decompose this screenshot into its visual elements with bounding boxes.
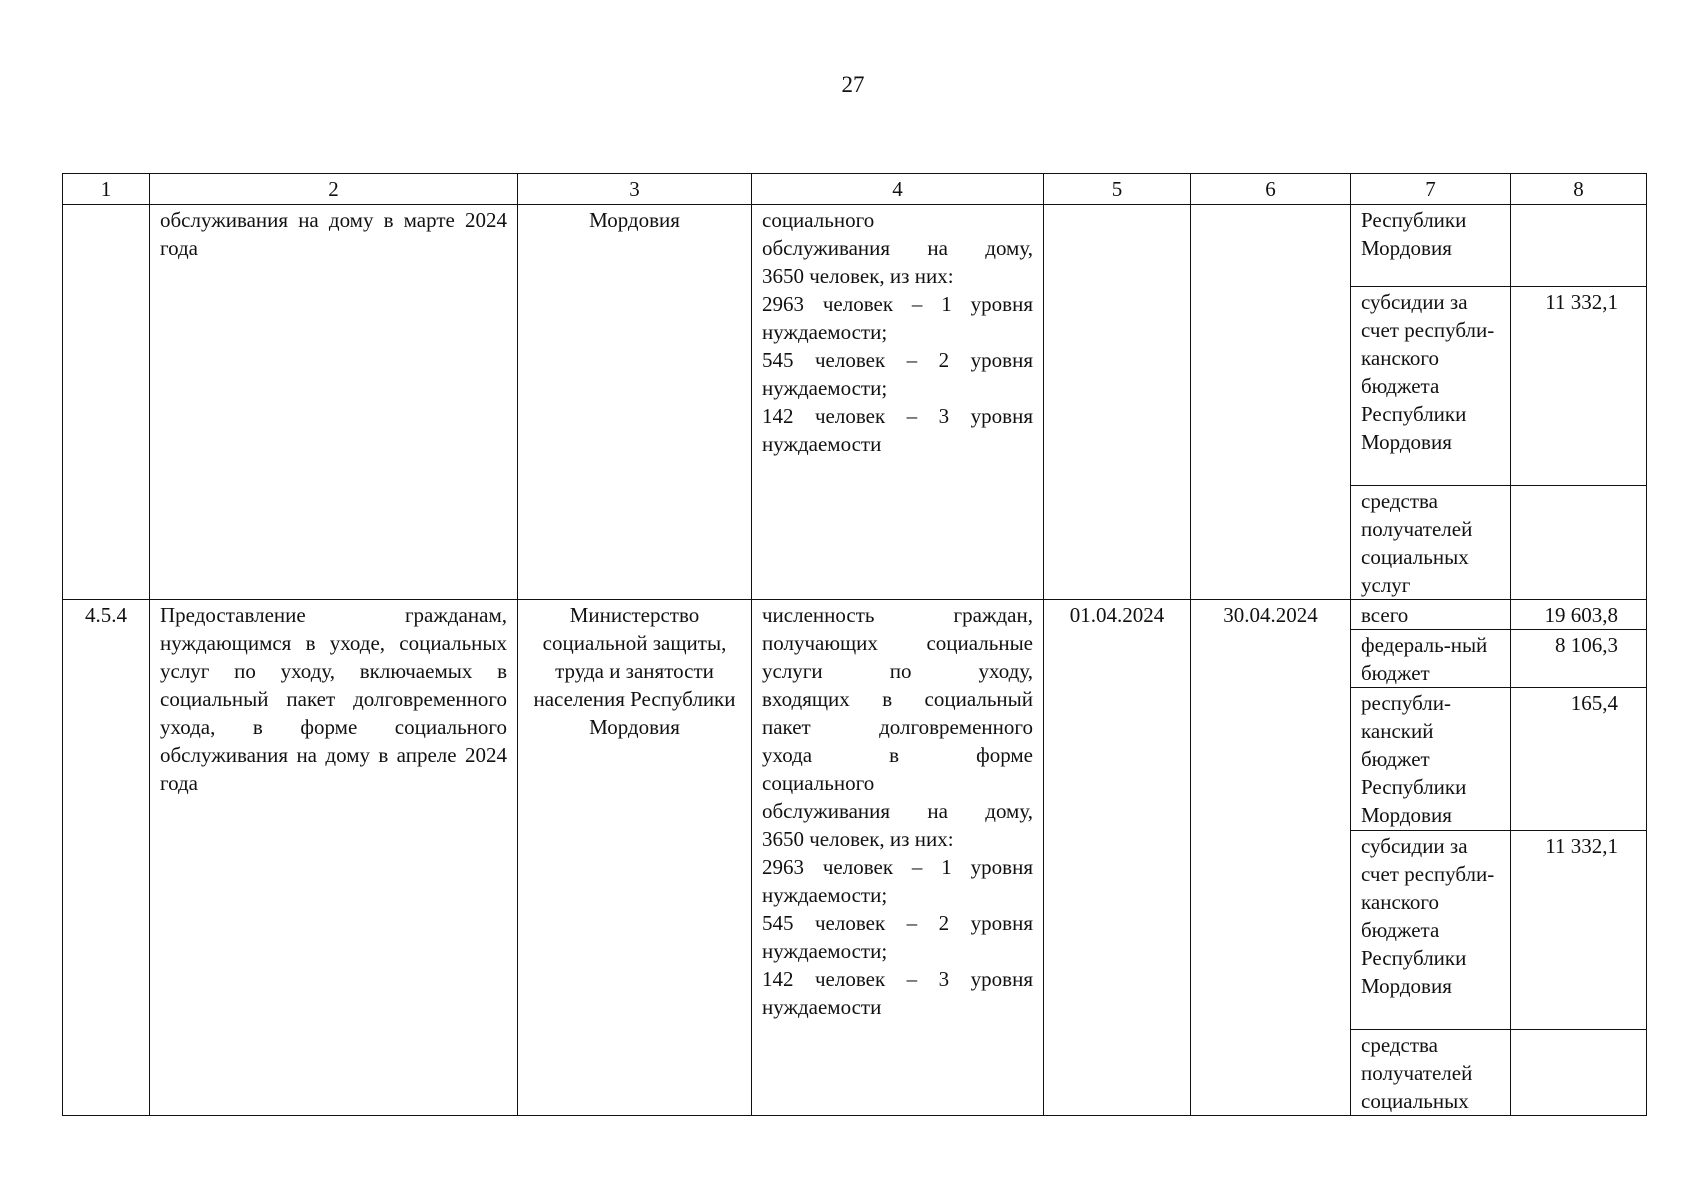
indicator-line: нуждаемости — [762, 995, 882, 1019]
column-number: 2 — [150, 174, 518, 205]
event-description: Предоставление гражданам, нуждающимся в уходе, социальных услуг по уходу, включаемых в социальный пакет долговременного ухода, в форме социального обслуживания на дому в апреле 2024 года — [150, 600, 518, 1116]
funding-source: средства получателей социальных услуг — [1351, 486, 1511, 600]
executor: Мордовия — [518, 205, 752, 600]
indicator-line: социального — [762, 208, 875, 232]
indicator-line: 3650 человек, из них: — [762, 827, 954, 851]
end-date: 30.04.2024 — [1191, 600, 1351, 1116]
indicator-line: ухода в форме — [762, 743, 1033, 767]
funding-source: субсидии за счет республи-канского бюджета Республики Мордовия — [1351, 831, 1511, 1030]
start-date — [1044, 205, 1191, 600]
indicator-line: нуждаемости — [762, 432, 882, 456]
funding-amount: 165,4 — [1511, 688, 1647, 831]
indicator-line: услуги по уходу, — [762, 659, 1033, 683]
indicator-line: социального — [762, 771, 875, 795]
column-number: 4 — [752, 174, 1044, 205]
indicator-line: обслуживания на дому, — [762, 799, 1033, 823]
funding-amount: 19 603,8 — [1511, 600, 1647, 630]
funding-source: Республики Мордовия — [1351, 205, 1511, 287]
indicator-line: 3650 человек, из них: — [762, 264, 954, 288]
indicator-line: нуждаемости; — [762, 320, 888, 344]
indicator-line: 545 человек – 2 уровня — [762, 348, 1033, 372]
funding-amount: 11 332,1 — [1511, 287, 1647, 486]
column-number: 6 — [1191, 174, 1351, 205]
indicator — [752, 205, 1044, 600]
executor: Министерство социальной защиты, труда и занятости населения Республики Мордовия — [518, 600, 752, 1116]
indicator-line: 2963 человек – 1 уровня — [762, 855, 1033, 879]
indicator-line: 545 человек – 2 уровня — [762, 911, 1033, 935]
indicator-line: 2963 человек – 1 уровня — [762, 292, 1033, 316]
item-number: 4.5.4 — [63, 600, 150, 1116]
indicator-line: численность граждан, — [762, 603, 1033, 627]
indicator-line: нуждаемости; — [762, 939, 888, 963]
funding-amount — [1511, 1030, 1647, 1116]
funding-source: всего — [1351, 600, 1511, 630]
column-number: 5 — [1044, 174, 1191, 205]
indicator-line: пакет долговременного — [762, 715, 1033, 739]
funding-amount — [1511, 205, 1647, 287]
indicator-line: получающих социальные — [762, 631, 1033, 655]
indicator-line: 142 человек – 3 уровня — [762, 967, 1033, 991]
page-number: 27 — [841, 72, 865, 97]
column-number: 8 — [1511, 174, 1647, 205]
column-number: 1 — [63, 174, 150, 205]
start-date: 01.04.2024 — [1044, 600, 1191, 1116]
funding-amount — [1511, 486, 1647, 600]
indicator-line: 142 человек – 3 уровня — [762, 404, 1033, 428]
column-number: 3 — [518, 174, 752, 205]
indicator — [752, 600, 1044, 1116]
funding-source: средства получателей социальных — [1351, 1030, 1511, 1116]
indicator-line: нуждаемости; — [762, 883, 888, 907]
table-row — [63, 205, 1647, 287]
indicator-line: нуждаемости; — [762, 376, 888, 400]
item-number — [63, 205, 150, 600]
column-number-row — [63, 174, 1647, 205]
table-row — [63, 600, 1647, 630]
event-description: обслуживания на дому в марте 2024 года — [150, 205, 518, 600]
end-date — [1191, 205, 1351, 600]
funding-amount: 8 106,3 — [1511, 630, 1647, 688]
indicator-line: обслуживания на дому, — [762, 236, 1033, 260]
funding-source: субсидии за счет республи-канского бюджета Республики Мордовия — [1351, 287, 1511, 486]
funding-source: республи-канский бюджет Республики Мордовия — [1351, 688, 1511, 831]
funding-amount: 11 332,1 — [1511, 831, 1647, 1030]
funding-source: федераль-ный бюджет — [1351, 630, 1511, 688]
plan-table — [62, 173, 1647, 1116]
column-number: 7 — [1351, 174, 1511, 205]
indicator-line: входящих в социальный — [762, 687, 1033, 711]
